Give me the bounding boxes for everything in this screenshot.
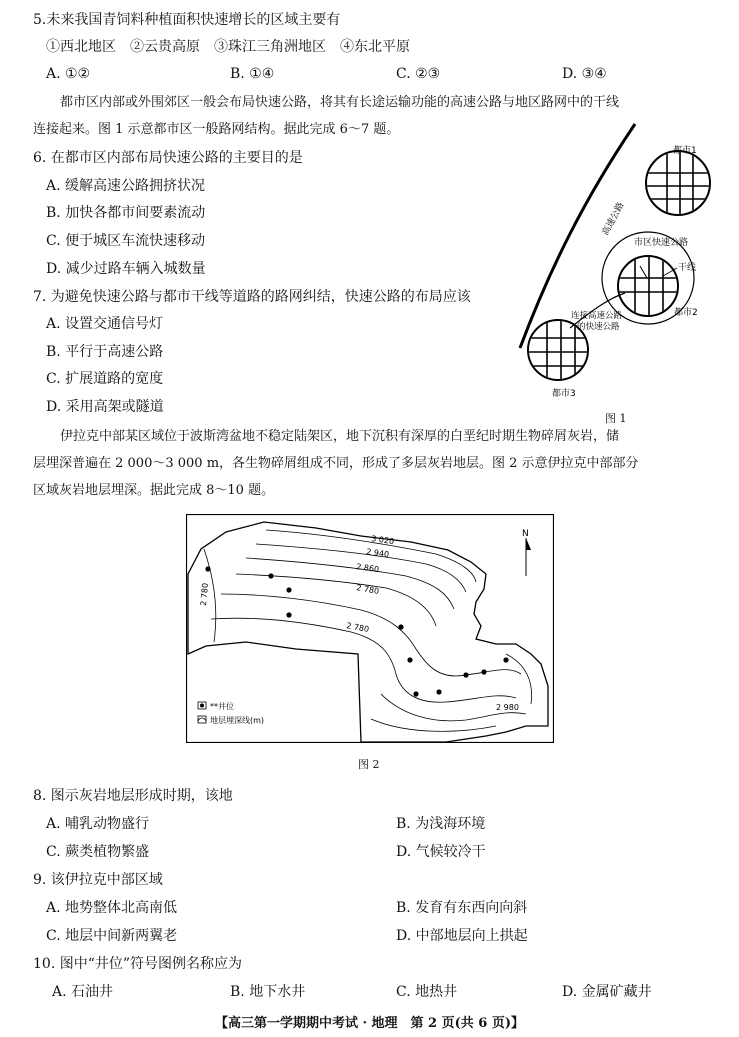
q7-option-a: A. 设置交通信号灯 — [46, 316, 164, 332]
figure-2-caption: 图 2 — [358, 758, 380, 771]
q9-option-b: B. 发育有东西向向斜 — [396, 900, 528, 916]
q5-stem: 5.未来我国青饲料种植面积快速增长的区域主要有 — [33, 12, 341, 28]
q7-stem: 7. 为避免快速公路与都市干线等道路的路网纠结，快速公路的布局应该 — [33, 289, 471, 305]
fig2-contour-label-1: 3 020 — [370, 534, 395, 547]
q6-option-d: D. 减少过路车辆入城数量 — [46, 261, 206, 277]
q6-option-b: B. 加快各都市间要素流动 — [46, 205, 206, 221]
fig2-contour-label-2: 2 940 — [365, 547, 390, 560]
q9-option-a: A. 地势整体北高南低 — [46, 900, 178, 916]
fig2-contour-label-4: 2 780 — [355, 583, 380, 596]
q10-option-c: C. 地热井 — [396, 984, 458, 1000]
q10-option-b: B. 地下水井 — [230, 984, 306, 1000]
passage2-line3: 区域灰岩地层埋深。据此完成 8～10 题。 — [33, 483, 275, 498]
q10-option-d: D. 金属矿藏井 — [562, 984, 652, 1000]
q8-option-a: A. 哺乳动物盛行 — [46, 816, 150, 832]
fig2-contour-label-7: 2 980 — [496, 703, 519, 712]
fig1-city1-label: 都市1 — [673, 146, 697, 156]
q8-stem: 8. 图示灰岩地层形成时期，该地 — [33, 788, 233, 804]
fig1-express-label: 市区快速公路 — [634, 238, 689, 248]
figure-1-caption: 图 1 — [605, 412, 627, 425]
passage1-line2: 连接起来。图 1 示意都市区一般路网结构。据此完成 6～7 题。 — [33, 122, 400, 137]
fig1-connect-label-2: 的快速公路 — [577, 322, 620, 332]
q5-option-a: A. ①② — [46, 66, 91, 82]
fig2-legend-contour: 地层埋深线(m) — [210, 716, 265, 725]
q5-option-b: B. ①④ — [230, 66, 275, 82]
q8-option-d: D. 气候较冷干 — [396, 844, 486, 860]
q9-stem: 9. 该伊拉克中部区域 — [33, 872, 163, 888]
q5-option-c: C. ②③ — [396, 66, 441, 82]
q9-option-d: D. 中部地层向上拱起 — [396, 928, 528, 944]
fig1-highway-label: 高速公路 — [600, 200, 627, 238]
fig1-connect-label-1: 连接高速公路 — [571, 311, 623, 321]
fig2-contour-label-5: 2 780 — [345, 621, 370, 634]
passage2-line2: 层埋深普遍在 2 000～3 000 m，各生物碎屑组成不同，形成了多层灰岩地层。图 2 示意伊拉克中部部分 — [33, 456, 639, 471]
q6-stem: 6. 在都市区内部布局快速公路的主要目的是 — [33, 150, 303, 166]
q5-option-d: D. ③④ — [562, 66, 607, 82]
q7-option-c: C. 扩展道路的宽度 — [46, 371, 164, 387]
fig2-legend-well: **井位 — [210, 702, 234, 711]
q10-stem: 10. 图中“井位”符号图例名称应为 — [33, 956, 243, 972]
q9-option-c: C. 地层中间新两翼老 — [46, 928, 178, 944]
q8-option-c: C. 蕨类植物繁盛 — [46, 844, 150, 860]
page-footer: 【高三第一学期期中考试 · 地理 第 2 页(共 6 页)】 — [214, 1016, 525, 1031]
q7-option-d: D. 采用高架或隧道 — [46, 399, 164, 415]
q10-option-a: A. 石油井 — [52, 984, 114, 1000]
q8-option-b: B. 为浅海环境 — [396, 816, 486, 832]
q5-items: ①西北地区 ②云贵高原 ③珠江三角洲地区 ④东北平原 — [46, 39, 410, 55]
q6-option-a: A. 缓解高速公路拥挤状况 — [46, 178, 206, 194]
fig1-trunk-label: 干线 — [678, 263, 697, 273]
q6-option-c: C. 便于城区车流快速移动 — [46, 233, 206, 249]
figure-2-contour-map — [186, 514, 554, 743]
passage1-line1: 都市区内部或外围郊区一般会布局快速公路，将其有长途运输功能的高速公路与地区路网中的干线 — [60, 95, 620, 110]
fig1-city3-label: 都市3 — [552, 389, 576, 399]
passage2-line1: 伊拉克中部某区域位于波斯湾盆地不稳定陆架区，地下沉积有深厚的白垩纪时期生物碎屑灰岩，储 — [60, 429, 620, 444]
fig2-contour-label-6: 2 780 — [199, 582, 210, 607]
q7-option-b: B. 平行于高速公路 — [46, 344, 164, 360]
figure-1-road-network — [515, 118, 725, 408]
fig2-contour-label-3: 2 860 — [355, 562, 380, 575]
fig2-north-label: N — [522, 529, 529, 539]
fig1-city2-label: 都市2 — [674, 308, 698, 318]
